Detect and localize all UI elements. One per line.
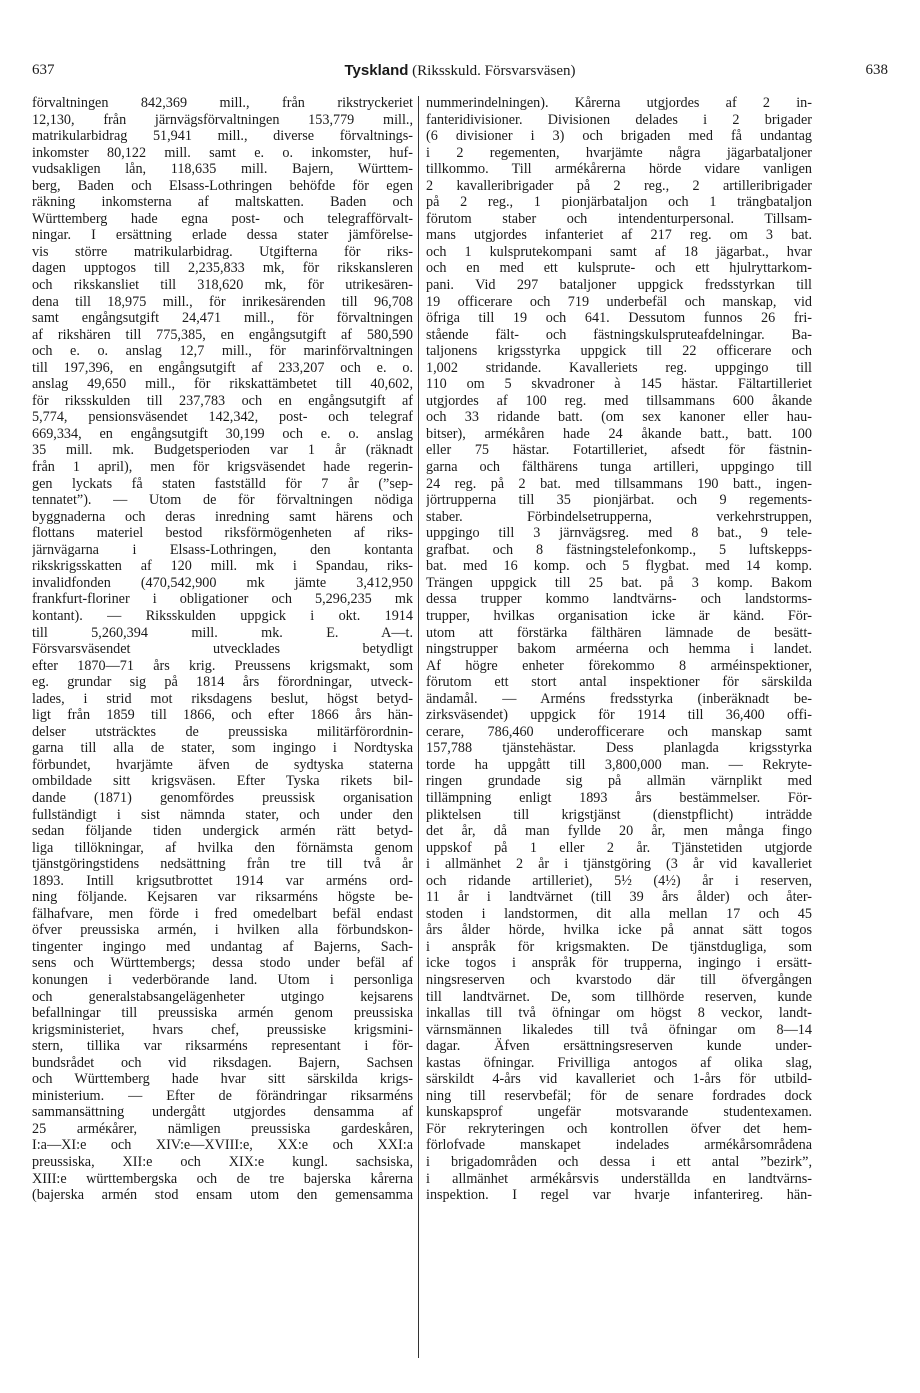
text-line: 12,130, från järnvägsförvaltningen 153,779 mill., [32, 111, 413, 128]
text-line: och rikskansliet till 318,620 mk, för utrikesären- [32, 277, 413, 294]
text-line: och 1 kulsprutekompani samt af 18 jägarbat., hvar [426, 243, 812, 260]
text-line: frankfurt-floriner i obligationer och 5,296,235 mk [32, 591, 413, 608]
text-line: det år, då man fyllde 20 år, men många fingo [426, 823, 812, 840]
text-line: Trängen uppgick till 25 bat. på 3 komp. Bakom [426, 574, 812, 591]
page-number-left: 637 [32, 62, 55, 78]
text-line: garna till alla de stater, som ingingo i Nordtyska [32, 740, 413, 757]
text-line: dagen upptogos till 2,235,833 mk, för rikskansleren [32, 260, 413, 277]
text-line: byggnaderna och deras inredning samt härens och [32, 508, 413, 525]
text-line: kunskapsprof ungefär motsvarande studentexamen. [426, 1104, 812, 1121]
text-line: ningar. I ersättning erlade dessa stater jämförelse- [32, 227, 413, 244]
text-line: berg, Baden och Elsass-Lothringen behöfde för egen [32, 177, 413, 194]
text-line: stoden i landstormen, dit alla mellan 17 och 45 [426, 905, 812, 922]
text-line: XIII:e württembergska och de tre bajerska kårerna [32, 1170, 413, 1187]
text-line: förutom ett stort antal inspektioner för särskilda [426, 674, 812, 691]
text-line: i 2 regementen, hvarjämte några jägarbataljoner [426, 144, 812, 161]
text-line: dagar. Äfven ersättningsreserven kunde under- [426, 1038, 812, 1055]
text-line: garna och fälthärens tunga artilleri, uppgingo till [426, 459, 812, 476]
text-line: 1,002 stridande. Kavalleriets reg. uppgingo till [426, 359, 812, 376]
text-line: anslag 49,650 mill., för rikskattämbetet till 40,602, [32, 376, 413, 393]
text-line: preussiska, XII:e och XIX:e kungl. sachsiska, [32, 1154, 413, 1170]
text-line: (6 divisioner i 3) och brigaden med få undantag [426, 128, 812, 145]
text-line: af rikshären till 775,385, en engångsutgift af 580,590 [32, 326, 413, 343]
text-line: dessa trupper kommo landtvärns- och landstorms- [426, 591, 812, 608]
text-line: förutom staber och intendenturpersonal. Tillsam- [426, 210, 812, 227]
text-line: fälhafvare, men förde i fred omedelbart befäl endast [32, 905, 413, 922]
text-line: fullständigt i sist nämnda stater, och under den [32, 806, 413, 823]
text-line: krigsministeriet, hvars chef, preussiske krigsmini- [32, 1021, 413, 1038]
text-line: järnvägarna i Elsass-Lothringen, den kontanta [32, 541, 413, 558]
text-line: bitser), armékåren hade 24 åkande batt., batt. 100 [426, 425, 812, 442]
text-line: Försvarsväsendet utvecklades betydligt [32, 641, 413, 658]
text-line: pliktelsen till krigstjänst (dienstpflicht) inträdde [426, 806, 812, 823]
text-line: 157,788 tjänstehästar. Dess planlagda krigsstyrka [426, 740, 812, 757]
page-number-right: 638 [865, 62, 888, 78]
text-line: och ridande artilleriet), 5½ (4½) år i reserven, [426, 872, 812, 889]
text-line: vudsakligen lån, 118,635 mill. Bajern, Württem- [32, 161, 413, 178]
text-line: inkallas till två öfningar om högst 8 veckor, landt- [426, 1005, 812, 1022]
text-line: icke togos i anspråk för trupperna, ingingo i ersätt- [426, 955, 812, 972]
text-line: i anspråk för krigsmakten. De tjänstdugliga, som [426, 938, 812, 955]
text-line: ningstrupper bakom arméerna och hemma i landet. [426, 641, 812, 658]
text-line: till 197,396, en engångsutgift af 233,207 och e. o. [32, 359, 413, 376]
text-line: från 1 april), men för krigsväsendet hade regerin- [32, 459, 413, 476]
text-line: räkning inkomsterna af maltskatten. Baden och [32, 194, 413, 211]
text-line: 35 mill. mk. Budgetsperioden var 1 år (räknadt [32, 442, 413, 459]
text-line: 11 år i landtvärnet (till 39 års ålder) och åter- [426, 889, 812, 906]
text-line: eller 75 hästar. Fotartilleriet, afsedt för fästnin- [426, 442, 812, 459]
text-line: gen lyckats få staten fastställd för 7 år (”sep- [32, 475, 413, 492]
text-line: för riksskulden till 237,783 och en engångsutgift af [32, 392, 413, 409]
text-line: ombildade sitt krigsväsen. Efter Tyska rikets bil- [32, 773, 413, 790]
text-line: 24 reg. på 2 bat. med tillsammans 190 batt., ingen- [426, 475, 812, 492]
text-line: vis större matrikularbidrag. Utgifterna för riks- [32, 243, 413, 260]
text-line: och Württemberg hade hvar sitt särskilda krigs- [32, 1071, 413, 1088]
text-line: 2 kavalleribrigader på 2 reg., 2 artilleribrigader [426, 177, 812, 194]
text-line: på 2 reg., 1 pionjärbataljon och 1 trängbataljon [426, 194, 812, 211]
text-line: delser utsträcktes de preussiska militärförordnin- [32, 723, 413, 740]
text-line: samt engångsutgift 24,471 mill., för förvaltningen [32, 310, 413, 327]
text-line: tingenter ingingo med undantag af Bajerns, Sach- [32, 938, 413, 955]
text-line: sedan följande tiden undergick armén rätt betyd- [32, 823, 413, 840]
text-line: kastas öfningar. Frivilliga antogos af olika slag, [426, 1054, 812, 1071]
text-line: trupper, hvilkas organisation icke är känd. För- [426, 607, 812, 624]
text-line: utom att förstärka fälthären lämnade de besätt- [426, 624, 812, 641]
text-line: staber. Förbindelsetrupperna, verkehrstruppen, [426, 508, 812, 525]
text-line: mans utgjordes infanteriet af 217 reg. om 3 bat. [426, 227, 812, 244]
text-line: ning till reservbefäl; för de senare fordrades dock [426, 1087, 812, 1104]
text-line: till 5,260,394 mill. mk. E. A—t. [32, 624, 413, 641]
text-line: bat. med 16 komp. och 5 flygbat. med 14 komp. [426, 558, 812, 575]
text-line: liga tillökningar, af hvilka den förnämsta genom [32, 839, 413, 856]
text-line: förvaltningen 842,369 mill., från rikstryckeriet [32, 95, 413, 111]
text-line: efter 1870—71 års krig. Preussens krigsmakt, som [32, 657, 413, 674]
text-line: pani. Vid 297 bataljoner uppgick fredsstyrkan till [426, 277, 812, 294]
text-line: ringen grundade sig på allmän värnplikt med [426, 773, 812, 790]
text-line: tillkommo. Till armékårerna hörde vidare vanligen [426, 161, 812, 178]
text-line: i brigadområden och dessa i ett antal ”bezirk”, [426, 1154, 812, 1170]
text-line: grafbat. och 8 fästningstelefonkomp., 5 luftskepps- [426, 541, 812, 558]
text-line: tennatet”). — Utom de för förvaltningen nödiga [32, 492, 413, 509]
text-line: öfriga till 19 och 641. Dessutom funnos 26 fri- [426, 310, 812, 327]
text-line: sens och Württembergs; dessa stodo under befäl af [32, 955, 413, 972]
text-line: i allmänhet armékårsvis underställda en landtvärns- [426, 1170, 812, 1187]
text-line: befallningar till preussiska armén genom preussiska [32, 1005, 413, 1022]
text-line: konungen i vederbörande land. Utom i personliga [32, 971, 413, 988]
text-line: tillämpning enligt 1893 års bestämmelser. För- [426, 789, 812, 806]
text-line: dande (1871) genomfördes preussisk organisation [32, 789, 413, 806]
text-line: inspektion. I regel var hvarje infanterireg. hän- [426, 1187, 812, 1204]
text-line: ning följande. Kejsaren var riksarméns högste be- [32, 889, 413, 906]
left-column [32, 95, 413, 1204]
column-divider [418, 96, 419, 1358]
text-line: till landtvärnet. De, som tillhörde reserven, kunde [426, 988, 812, 1005]
text-line: torde ha uppgått till 3,800,000 man. — Rekryte- [426, 756, 812, 773]
text-line: i allmänhet 2 år i tjänstgöring (3 år vid kavalleriet [426, 856, 812, 873]
text-line: öfver preussiska armén, i hvilken alla förbundskon- [32, 922, 413, 939]
text-line: I:a—XI:e och XIV:e—XVIII:e, XX:e och XXI:a [32, 1137, 413, 1154]
text-line: och generalstabsangelägenheter utgingo kejsarens [32, 988, 413, 1005]
text-line: kontant). — Riksskulden uppgick i okt. 1914 [32, 607, 413, 624]
text-line: ligt från 1859 till 1866, och efter 1866 års hän- [32, 707, 413, 724]
text-line: särskildt 4-års vid kavalleriet och 1-års för utbild- [426, 1071, 812, 1088]
text-line: uppgingo till 3 järnvägsreg. med 8 bat., 9 tele- [426, 525, 812, 542]
text-line: ändamål. — Arméns fredsstyrka (inberäknadt be- [426, 690, 812, 707]
text-line: För rekryteringen och kontrollen öfver det hem- [426, 1120, 812, 1137]
text-line: eg. grundar sig på 1814 års förordningar, utveck- [32, 674, 413, 691]
text-line: ningsreserven och kvarstodo där till öfvergången [426, 971, 812, 988]
text-line: fanteridivisioner. Divisionen delades i 2 brigader [426, 111, 812, 128]
text-line: inkomster 80,122 mill. samt e. o. inkomster, huf- [32, 144, 413, 161]
text-line: dena till 18,975 mill., för inrikesärenden till 96,708 [32, 293, 413, 310]
text-line: utgjordes af 100 reg. med tillsammans 600 åkande [426, 392, 812, 409]
running-title-sub: (Riksskuld. Försvarsväsen) [408, 63, 576, 79]
text-line: invalidfonden (470,542,900 mk jämte 3,412,950 [32, 574, 413, 591]
text-line: stående fält- och fästningskulspruteafdelningar. Ba- [426, 326, 812, 343]
text-line: ministerium. — Efter de förändringar riksarméns [32, 1087, 413, 1104]
running-title [32, 62, 888, 80]
text-line: Württemberg hade egna post- och telegrafförvalt- [32, 210, 413, 227]
right-column [426, 95, 812, 1204]
text-line: och en med ett kulsprute- och ett hjulryttarkom- [426, 260, 812, 277]
text-line: sammansättning undergått utgjordes densamma af [32, 1104, 413, 1121]
text-line: 110 om 5 skvadroner à 145 hästar. Fältartilleriet [426, 376, 812, 393]
text-line: tjänstgöringstidens nedsättning från tre till två år [32, 856, 413, 873]
page-header [32, 62, 888, 84]
text-line: 1893. Intill krigsutbrottet 1914 var arméns ord- [32, 872, 413, 889]
text-line: och 33 ridande batt. (om sex kanoner eller hau- [426, 409, 812, 426]
text-line: rikskrigsskatten af 120 mill. mk i Spandau, riks- [32, 558, 413, 575]
text-line: nummerindelningen). Kårerna utgjordes af 2 in- [426, 95, 812, 111]
text-line: flottans materiel bestod riksförmögenheten af riks- [32, 525, 413, 542]
text-line: taljonens krigsstyrka uppgick till 22 officerare och [426, 343, 812, 360]
text-line: stern, tillika var riksarméns representant i för- [32, 1038, 413, 1055]
text-line: jörtrupperna till 35 pionjärbat. och 9 regements- [426, 492, 812, 509]
text-line: förlofvade manskapet indelades armékårsområdena [426, 1137, 812, 1154]
text-line: 19 officerare och 719 underbefäl och manskap, vid [426, 293, 812, 310]
text-line: Af högre enheter förekommo 8 arméinspektioner, [426, 657, 812, 674]
text-line: och e. o. anslag 12,7 mill., för marinförvaltningen [32, 343, 413, 360]
text-line: matrikularbidrag 51,941 mill., diverse förvaltnings- [32, 128, 413, 145]
text-line: zirksväsendet) uppgick för 1914 till 36,400 offi- [426, 707, 812, 724]
text-line: 669,334, en engångsutgift 30,199 och e. o. anslag [32, 425, 413, 442]
text-line: cerare, 786,460 underofficerare och manskap samt [426, 723, 812, 740]
text-line: (bajerska armén stod ensam utom den gemensamma [32, 1187, 413, 1204]
text-line: års ålder hörde, hvilka icke på annat sätt togos [426, 922, 812, 939]
text-line: värnsmännen likaledes till två öfningar om 8—14 [426, 1021, 812, 1038]
text-line: uppskof på 1 eller 2 år. Tjänstetiden utgjorde [426, 839, 812, 856]
text-line: förbundet, hvarjämte äfven de sydtyska staterna [32, 756, 413, 773]
text-line: bundsrådet och vid riksdagen. Bajern, Sachsen [32, 1054, 413, 1071]
running-title-main: Tyskland [344, 62, 409, 79]
text-line: lades, i strid mot riksdagens beslut, högst betyd- [32, 690, 413, 707]
text-line: 25 arméкårer, nämligen preussiska gardeskåren, [32, 1120, 413, 1137]
text-line: 5,774, pensionsväsendet 142,342, post- och telegraf [32, 409, 413, 426]
